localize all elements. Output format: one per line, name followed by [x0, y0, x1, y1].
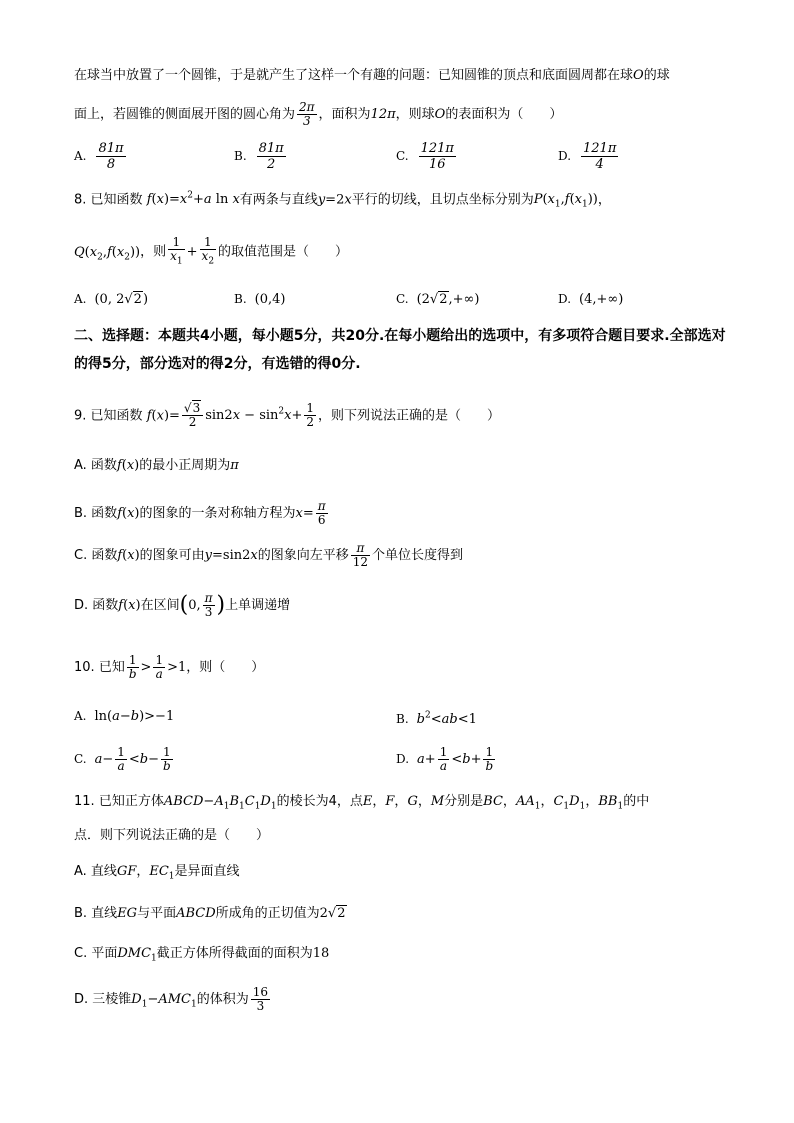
option-label: C.: [396, 292, 409, 306]
option-value: (0,4): [254, 292, 286, 307]
q8-option-c[interactable]: [396, 289, 479, 310]
q9-option-a[interactable]: [74, 456, 239, 476]
frac-num: 2π: [299, 100, 315, 114]
option-text: C. 平面: [74, 946, 118, 961]
option-label: A.: [74, 709, 87, 723]
q8-line-eq: y=2x: [317, 192, 352, 208]
q8-option-d[interactable]: [558, 289, 623, 310]
option-fraction: [96, 141, 125, 172]
q10-option-d[interactable]: [396, 746, 497, 773]
option-text: 的图象向左平移: [257, 548, 349, 563]
q7-text: 的表面积为（ ）: [445, 107, 563, 122]
q10-option-b[interactable]: [396, 706, 477, 730]
frac-den: 8: [106, 157, 116, 172]
frac-den: 16: [428, 157, 446, 172]
option-text: A. 函数: [74, 458, 117, 473]
frac-1-a: $\frac{1}{a}$: [155, 653, 164, 681]
option-text: D. 函数: [74, 598, 119, 613]
q8-text: 平行的切线，且切点坐标分别为: [351, 192, 534, 208]
option-fraction: [581, 141, 618, 172]
option-text: 的体积为: [196, 992, 249, 1007]
q7-option-a[interactable]: [74, 141, 128, 172]
frac-den: 2: [267, 157, 276, 172]
fx: f(x): [118, 598, 141, 613]
q11-option-a[interactable]: [74, 862, 240, 887]
option-label: C.: [74, 752, 87, 766]
q8-text: ，则: [140, 244, 167, 260]
points: E，F，G，M: [362, 794, 445, 809]
option-text: 的图象可由: [139, 548, 205, 563]
frac-1-a: $\frac{1}{a}$: [439, 745, 448, 773]
q7-text: ，面积为: [318, 107, 371, 122]
frac-num: 121π: [583, 141, 617, 156]
frac-1-2: $\frac{1}{2}$: [306, 401, 315, 430]
q11-text: 点．则下列说法正确的是（ ）: [74, 828, 270, 843]
q8-option-b[interactable]: [234, 289, 285, 310]
frac-den: 4: [595, 157, 604, 172]
q7-line1: [74, 66, 670, 86]
option-value: $b^2<ab<1$: [416, 711, 477, 728]
plane-abcd: ABCD: [176, 906, 216, 921]
paren-close: ): [216, 592, 226, 618]
option-value: (2√2,+∞): [416, 292, 480, 307]
option-text: 在区间: [140, 598, 180, 613]
q7-text: 在球当中放置了一个圆锥，于是就产生了这样一个有趣的问题：已知圆锥的顶点和底面圆周都在球: [74, 68, 634, 83]
option-label: C.: [396, 149, 409, 163]
option-label: B.: [234, 149, 247, 163]
option-text: B. 直线: [74, 906, 118, 921]
frac-1-b: $\frac{1}{b}$: [485, 745, 494, 773]
volume-fraction: [251, 986, 270, 1013]
option-label: D.: [396, 752, 410, 766]
question-number: 10.: [74, 660, 95, 675]
frac-num: 121π: [420, 141, 454, 156]
option-text: C. 函数: [74, 548, 118, 563]
q8-option-a[interactable]: [74, 289, 148, 310]
tan-value: 2√2: [319, 906, 346, 921]
q11-option-b[interactable]: [74, 904, 347, 924]
q10-option-a[interactable]: [74, 706, 174, 727]
frac-1-b: $\frac{1}{b}$: [128, 653, 137, 681]
pi: π: [230, 458, 239, 473]
frac-pi-6: $\frac{\pi}{6}$: [317, 499, 326, 527]
q11-option-d[interactable]: [74, 986, 272, 1015]
q11-text: 的中: [623, 794, 650, 809]
q8-text: 的取值范围是（ ）: [218, 244, 349, 260]
frac-den: 3: [256, 999, 265, 1013]
frac-1-a: $\frac{1}{a}$: [117, 745, 125, 773]
section-heading: 二、选择题：本题共4小题，每小题5分，共20分.在每小题给出的选项中，有多项符合题目要求.全部选对的得5分，部分选对的得2分，有选错的得0分.: [74, 328, 726, 372]
angle-fraction: [297, 101, 317, 128]
q9-function-rest: $\sin 2x - \sin^2x+$: [205, 407, 303, 424]
q9-option-b[interactable]: [74, 500, 330, 527]
area-value: 18: [312, 946, 330, 961]
q8-text: 有两条与直线: [239, 192, 318, 208]
q11-line1: [74, 792, 649, 817]
x-eq: x=: [295, 506, 314, 521]
fx: f(x): [116, 458, 140, 473]
paren-open: (: [179, 592, 189, 618]
q7-option-d[interactable]: [558, 141, 620, 172]
frac-pi-3: $\frac{\pi}{3}$: [204, 591, 213, 619]
option-value: a+: [417, 752, 436, 767]
q10-text: ，则（ ）: [186, 660, 265, 675]
frac-num: 81π: [98, 141, 124, 156]
q11-option-c[interactable]: [74, 944, 329, 969]
frac-num: 16: [252, 985, 269, 999]
option-text: 所成角的正切值为: [215, 906, 320, 921]
option-value-mid: <b−: [128, 752, 160, 767]
plane-dmc1: $DMC_1$: [117, 946, 157, 964]
lines: GF，$EC_1$: [116, 864, 175, 882]
frac-num: 81π: [258, 141, 284, 156]
fx: f(x): [117, 548, 140, 563]
q8-line2: $Q(x_2,f(x_2))$，则 $\frac{1}{x_1}$ + $\frac{1}{x_2}$ 的取值范围是（ ）: [74, 235, 349, 267]
line-eg: EG: [117, 906, 138, 921]
frac-pi-12: $\frac{\pi}{12}$: [352, 541, 369, 569]
frac-sqrt3-2: $\frac{√3}{2}$: [182, 402, 203, 429]
option-fraction: [257, 141, 286, 172]
option-label: D.: [558, 292, 572, 306]
option-text: 是异面直线: [174, 864, 240, 879]
area-value: 12π: [370, 107, 396, 122]
q9-text: ，则下列说法正确的是（ ）: [318, 408, 501, 424]
frac-1-x2: $\frac{1}{x_2}$: [201, 235, 215, 267]
q8-text: 已知函数: [90, 192, 143, 208]
option-text: 个单位长度得到: [372, 548, 464, 563]
q10-text: 已知: [98, 660, 125, 675]
option-text: 的最小正周期为: [139, 458, 231, 473]
option-label: A.: [74, 292, 87, 306]
option-text: 与平面: [137, 906, 177, 921]
option-label: D.: [558, 149, 572, 163]
option-text: A. 直线: [74, 864, 117, 879]
option-value: a−: [94, 752, 114, 767]
q8-function: $f(x)=x^2+a$ ln x: [146, 191, 240, 208]
zero: 0,: [188, 598, 201, 613]
point-p: $P(x_1,f(x_1))$: [533, 192, 598, 210]
option-text: D. 三棱锥: [74, 992, 132, 1007]
frac-den: 3: [302, 114, 311, 128]
q10-line1: 10. 已知 $\frac{1}{b}$ > $\frac{1}{a}$ >1，则（ ）: [74, 653, 265, 681]
option-label: A.: [74, 149, 87, 163]
q7-text: 面上，若圆锥的侧面展开图的圆心角为: [74, 107, 296, 122]
q9-function: f(x)=: [146, 408, 180, 424]
var-O: O: [633, 68, 644, 83]
q7-text: ，则球: [395, 107, 435, 122]
option-value-mid: <b+: [451, 752, 482, 767]
edges: BC，$AA_1$，$C_1D_1$，$BB_1$: [483, 794, 624, 812]
option-text: B. 函数: [74, 506, 118, 521]
option-value: ln(a−b)>−1: [94, 709, 175, 724]
option-label: B.: [234, 292, 247, 306]
option-value: (4,+∞): [579, 292, 624, 307]
question-number: 11.: [74, 794, 95, 809]
cube-name: $ABCD-A_1B_1C_1D_1$: [163, 794, 277, 812]
q11-text: 已知正方体: [98, 794, 164, 809]
q7-option-c[interactable]: [396, 141, 458, 172]
q9-line1: [74, 402, 500, 429]
option-fraction: [419, 141, 456, 172]
q11-text: 分别是: [444, 794, 484, 809]
y-sin2x: y=sin2x: [204, 548, 258, 563]
question-number: 9.: [74, 408, 87, 424]
option-value: (0, 2√2): [94, 292, 149, 307]
option-text: 上单调递增: [225, 598, 291, 613]
q10-option-c[interactable]: [74, 746, 175, 773]
q9-text: 已知函数: [90, 408, 143, 424]
fx: f(x): [117, 506, 140, 521]
q9-option-c[interactable]: [74, 542, 463, 569]
option-text: 的图象的一条对称轴方程为: [139, 506, 296, 521]
frac-1-x1: $\frac{1}{x_1}$: [170, 235, 183, 267]
point-q: $Q(x_2,f(x_2))$: [74, 244, 141, 263]
q11-line2: [74, 826, 269, 846]
q11-text: 的棱长为4，点: [276, 794, 363, 809]
q8-line1: 8. 已知函数 $f(x)=x^2+a$ ln x有两条与直线y=2x平行的切线，且切点坐标分别为$P(x_1,f(x_1))$，: [74, 191, 611, 210]
question-number: 8.: [74, 192, 87, 208]
option-text: 截正方体所得截面的面积为: [156, 946, 313, 961]
var-O: O: [434, 107, 446, 122]
q7-option-b[interactable]: [234, 141, 288, 172]
q9-option-d[interactable]: [74, 592, 290, 619]
q7-line2: [74, 101, 562, 128]
frac-1-b: $\frac{1}{b}$: [163, 745, 171, 773]
q7-text-end: 的球: [643, 68, 670, 83]
option-label: B.: [396, 712, 409, 727]
pyramid: $D_1-AMC_1$: [131, 992, 197, 1010]
